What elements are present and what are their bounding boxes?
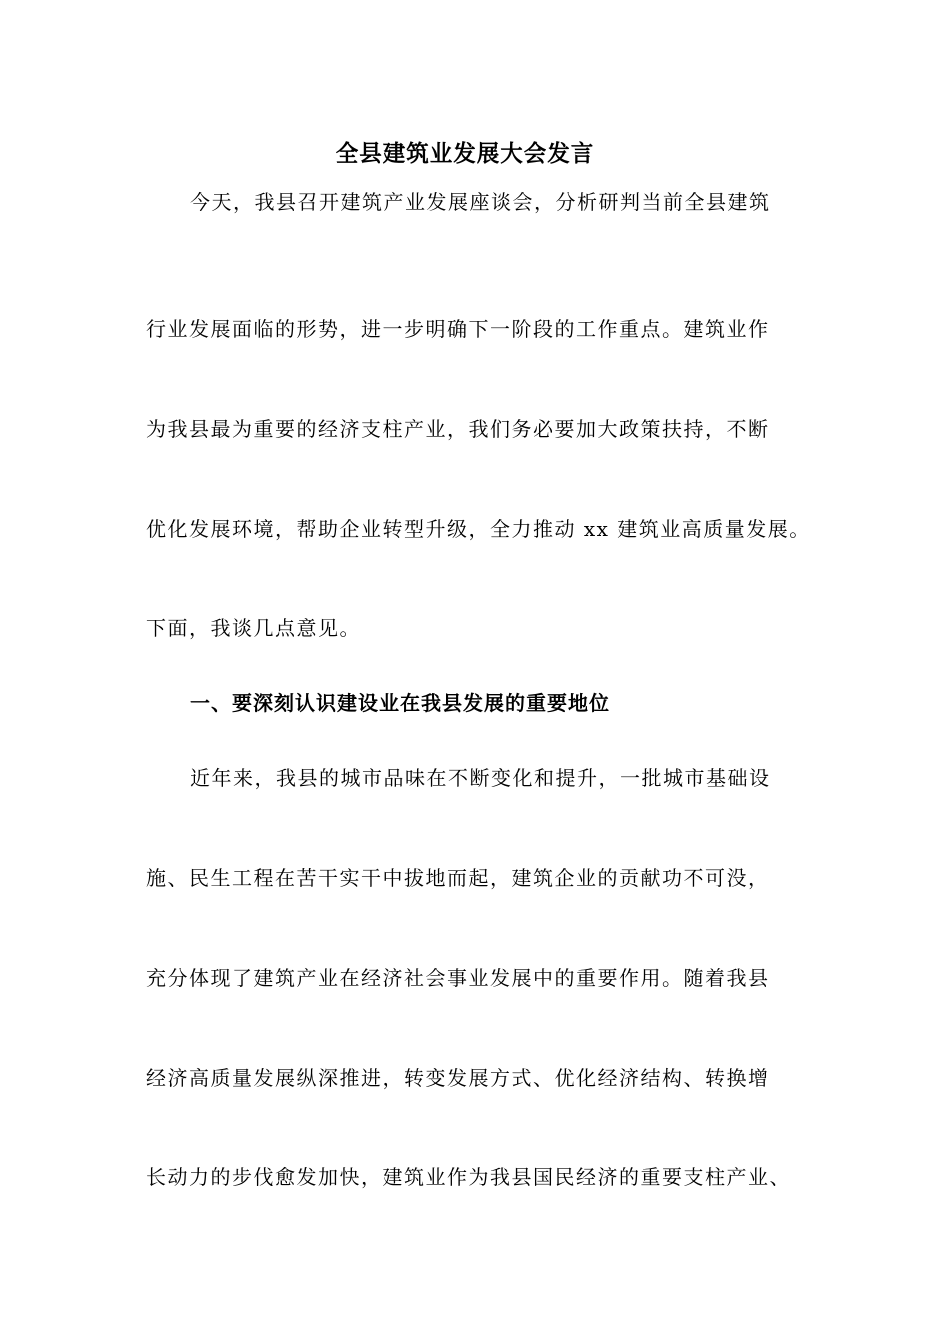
paragraph-line: 近年来，我县的城市品味在不断变化和提升，一批城市基础设 xyxy=(190,766,771,790)
section-heading: 一、要深刻认识建设业在我县发展的重要地位 xyxy=(190,691,610,715)
paragraph-line: 充分体现了建筑产业在经济社会事业发展中的重要作用。随着我县 xyxy=(146,966,770,990)
paragraph-line: 下面，我谈几点意见。 xyxy=(146,616,361,640)
paragraph-line: 经济高质量发展纵深推进，转变发展方式、优化经济结构、转换增 xyxy=(146,1066,770,1090)
paragraph-line: 长动力的步伐愈发加快，建筑业作为我县国民经济的重要支柱产业、 xyxy=(146,1165,791,1189)
paragraph-line: 今天，我县召开建筑产业发展座谈会，分析研判当前全县建筑 xyxy=(190,190,771,214)
paragraph-line: 行业发展面临的形势，进一步明确下一阶段的工作重点。建筑业作 xyxy=(146,317,770,341)
paragraph-line: 为我县最为重要的经济支柱产业，我们务必要加大政策扶持，不断 xyxy=(146,417,770,441)
paragraph-line: 优化发展环境，帮助企业转型升级，全力推动 xx 建筑业高质量发展。 xyxy=(146,517,811,541)
document-title: 全县建筑业发展大会发言 xyxy=(335,140,595,167)
paragraph-line: 施、民生工程在苦干实干中拔地而起，建筑企业的贡献功不可没， xyxy=(146,866,770,890)
